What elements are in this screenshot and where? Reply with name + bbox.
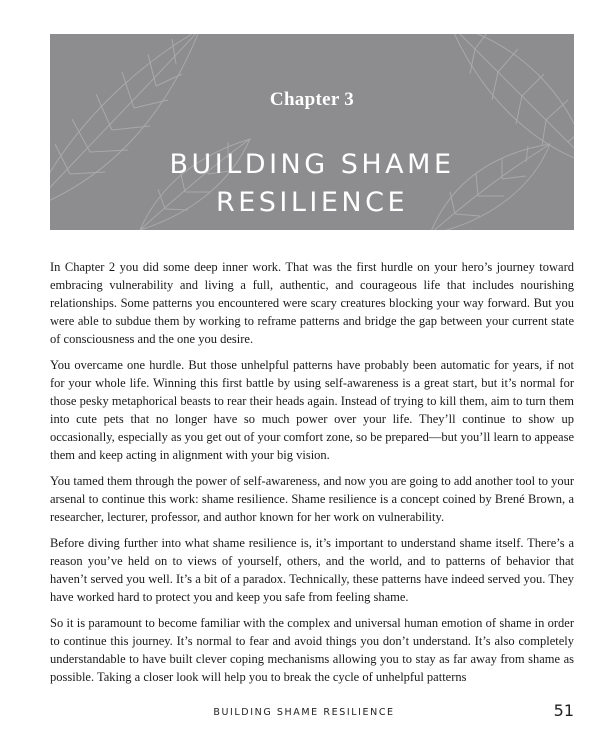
paragraph: In Chapter 2 you did some deep inner work. That was the first hurdle on your hero’s journey toward embracing vulnerability and living a full, authentic, and courageous life that includes nourishing relationships. Some patterns you encountered were scary creatures blocking your way forward. But you were able to subdue them by working to reframe patterns and bridge the gap between your current state of consciousness and the one you desire. xyxy=(50,260,574,347)
paragraph: You tamed them through the power of self-awareness, and now you are going to add another tool to your arsenal to continue this work: shame resilience. Shame resilience is a concept coined by Brené Brown, a researcher, lecturer, professor, and author known for her work on vulnerability. xyxy=(50,474,574,525)
paragraph: So it is paramount to become familiar with the complex and universal human emotion of shame in order to continue this journey. It’s normal to fear and avoid things you don’t understand. It’s also completely understandable to have built clever coping mechanisms allowing you to stay as far away from shame as possible. Taking a closer look will help you to break the cycle of unhelpful patterns xyxy=(50,615,574,684)
body-text xyxy=(50,258,574,694)
chapter-title xyxy=(50,146,574,222)
chapter-banner xyxy=(50,34,574,230)
chapter-title-line-2: RESILIENCE xyxy=(215,187,409,218)
page-number: 51 xyxy=(553,701,574,720)
chapter-title-line-1: BUILDING SHAME xyxy=(169,149,455,180)
chapter-label: Chapter 3 xyxy=(269,89,355,110)
running-footer-title: BUILDING SHAME RESILIENCE xyxy=(213,707,395,718)
paragraph: You overcame one hurdle. But those unhelpful patterns have probably been automatic for years, if not for your whole life. Winning this first battle by using self-awareness is a great start, but it’s normal for those pesky metaphorical beasts to rear their heads again. Instead of trying to kill them, aim to turn them into cute pets that no longer have so much power over your life. They’ll continue to show up occasionally, especially as you get out of your comfort zone, so be prepared—but you’ll learn to appease them and keep acting in alignment with your big vision. xyxy=(50,357,575,463)
paragraph: Before diving further into what shame resilience is, it’s important to understand shame itself. There’s a reason you’ve held on to views of yourself, others, and the world, and to patterns of behavior that haven’t served you well. It’s a bit of a paradox. Technically, these patterns have indeed served you. They have worked hard to protect you and keep you safe from feeling shame. xyxy=(50,535,574,605)
